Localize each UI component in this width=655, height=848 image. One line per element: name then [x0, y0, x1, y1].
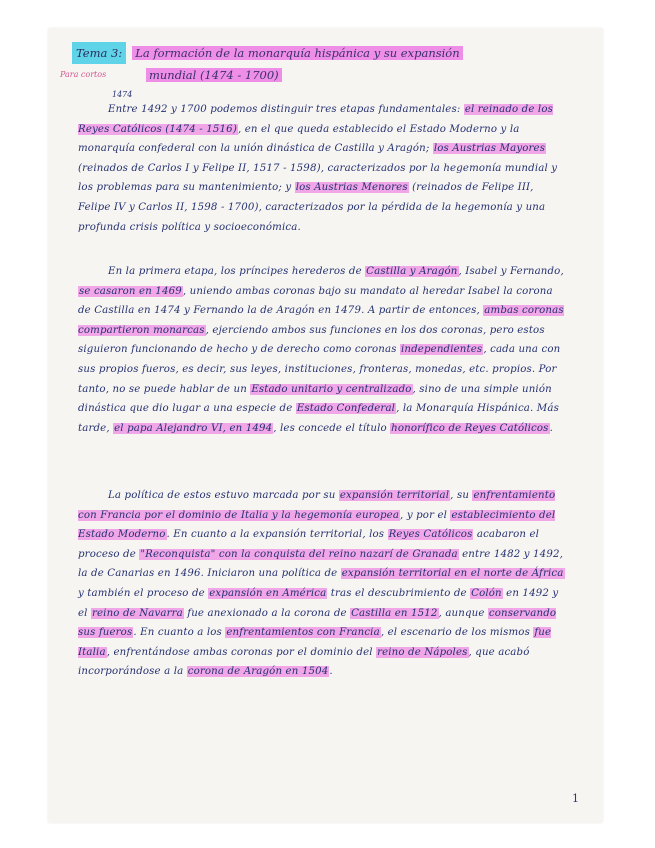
text-run: , que acabó incorporándose a la — [78, 646, 530, 678]
highlighted-phrase: corona de Aragón en 1504 — [187, 666, 329, 678]
side-note: Para cortos — [60, 70, 107, 79]
text-run: (reinados de Carlos I y Felipe II, 1517 - 1598), caracterizados por la hegemonía mundial y los problemas para su mantenimiento; y — [78, 162, 558, 194]
text-run: , la Monarquía Hispánica. Más tarde, — [78, 403, 559, 434]
highlighted-phrase: independientes — [401, 344, 483, 356]
highlighted-phrase: Castilla y Aragón — [366, 266, 458, 277]
text-run: , en el que queda establecido el Estado Moderno y la monarquía confederal con la unión dinástica de Castilla y Aragón; — [78, 123, 520, 155]
text-run: , uniendo ambas coronas bajo su mandato al heredar Isabel la corona de Castilla en 1474 y Fernando la de Aragón en 1479. A partir de entonces, — [78, 285, 553, 317]
text-run: , y por el — [400, 509, 451, 521]
highlighted-phrase: Castilla en 1512 — [351, 607, 438, 619]
highlighted-phrase: fue Italia — [78, 627, 552, 658]
highlighted-phrase: se casaron en 1469 — [79, 285, 182, 297]
highlighted-phrase: expansión territorial en el norte de África — [341, 568, 564, 580]
text-run: . En cuanto a la expansión territorial, los — [166, 529, 388, 541]
correction-note: 1474 — [112, 90, 133, 99]
highlighted-phrase: Estado unitario y centralizado — [251, 383, 412, 395]
highlighted-phrase: Colón — [471, 587, 502, 599]
title-part-1: La formación de la monarquía hispánica y su expansión — [132, 46, 462, 60]
text-run: La política de estos estuvo marcada por su — [108, 490, 339, 501]
page-number: 1 — [572, 792, 579, 805]
title-line-2 — [146, 66, 282, 84]
text-run: . — [329, 666, 333, 678]
topic-label: Tema 3: — [72, 42, 126, 64]
text-run: . En cuanto a los — [133, 627, 226, 639]
highlighted-phrase: Estado Confederal — [296, 403, 396, 415]
text-run: , sino de una simple unión dinástica que dio lugar a una especie de — [78, 383, 552, 415]
text-run: , Isabel y Fernando, — [458, 266, 564, 277]
text-run: y también el proceso de — [78, 587, 209, 599]
text-run: . — [549, 422, 553, 434]
text-run: , cada una con sus propios fueros, es decir, sus leyes, instituciones, fronteras, monedas, etc. propios. Por tanto, no se puede hablar de un — [78, 344, 561, 395]
text-run: , enfrentándose ambas coronas por el dominio del — [106, 646, 377, 658]
paragraph-2 — [78, 262, 568, 438]
highlighted-phrase: los Austrias Menores — [295, 182, 408, 194]
highlighted-phrase: ambas coronas compartieron monarcas — [78, 305, 564, 336]
text-run: , les concede el título — [273, 422, 391, 434]
highlighted-phrase: "Reconquista" con la conquista del reino nazarí de Granada — [140, 548, 458, 560]
text-run: (reinados de Felipe III, Felipe IV y Carlos II, 1598 - 1700), caracterizados por la pérdida de la hegemonía y una profunda crisis política y socioeconómica. — [78, 182, 546, 233]
text-run: En la primera etapa, los príncipes herederos de — [108, 266, 366, 277]
text-run: tras el descubrimiento de — [327, 587, 471, 599]
highlighted-phrase: Reyes Católicos — [388, 529, 473, 541]
highlighted-phrase: el papa Alejandro VI, en 1494 — [114, 422, 273, 434]
highlighted-phrase: conservando sus fueros — [78, 607, 557, 639]
highlighted-phrase: reino de Nápoles — [377, 646, 468, 658]
highlighted-phrase: el reinado de los Reyes Católicos (1474 - 1516) — [78, 104, 553, 135]
highlighted-phrase: honorífico de Reyes Católicos — [391, 422, 549, 434]
text-run: acabaron el proceso de — [78, 529, 540, 560]
text-run: , el escenario de los mismos — [380, 627, 534, 639]
highlighted-phrase: expansión territorial — [339, 490, 450, 501]
title-part-2: mundial (1474 - 1700) — [146, 68, 282, 82]
text-run: , su — [450, 490, 473, 501]
highlighted-phrase: establecimiento del Estado Moderno — [78, 509, 556, 541]
text-run: , ejerciendo ambos sus funciones en los dos coronas, pero estos siguieron funcionando de hecho y de derecho como coronas — [78, 324, 545, 356]
highlighted-phrase: reino de Navarra — [91, 607, 183, 619]
title-line-1 — [72, 42, 582, 64]
paragraph-1 — [78, 100, 568, 237]
highlighted-phrase: los Austrias Mayores — [433, 143, 546, 155]
text-run: en 1492 y el — [78, 587, 559, 619]
text-run: , aunque — [438, 607, 488, 619]
text-run: entre 1482 y 1492, la de Canarias en 1496. Iniciaron una política de — [78, 548, 563, 580]
text-run: fue anexionado a la corona de — [183, 607, 351, 619]
highlighted-phrase: expansión en América — [209, 587, 327, 599]
paragraph-3 — [78, 486, 568, 682]
text-run: Entre 1492 y 1700 podemos distinguir tres etapas fundamentales: — [108, 104, 461, 115]
highlighted-phrase: enfrentamientos con Francia — [226, 627, 380, 639]
highlighted-phrase: enfrentamiento con Francia por el dominio de Italia y la hegemonía europea — [78, 490, 556, 521]
